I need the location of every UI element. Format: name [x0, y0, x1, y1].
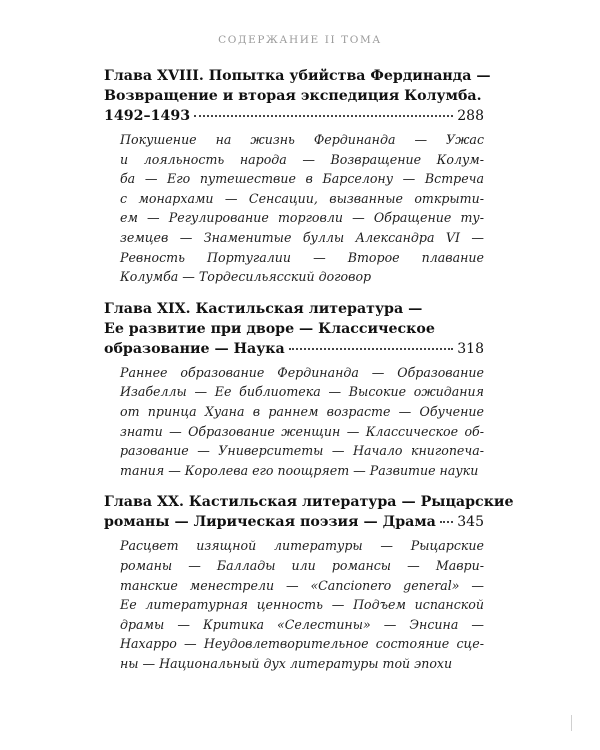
dot-leader [194, 115, 453, 117]
chapter-title-line: романы — Лирическая поэзия — Драма [104, 514, 436, 531]
summary-line: разование — Университеты — Начало книгопеча- [120, 443, 484, 459]
page-number: 288 [457, 108, 484, 124]
chapter-summary [120, 363, 484, 481]
running-header: СОДЕРЖАНИЕ II ТОМА [218, 34, 382, 46]
chapter-title [104, 66, 491, 126]
page-edge-mark [571, 715, 572, 731]
summary-line: Покушение на жизнь Фердинанда — Ужас [120, 132, 484, 147]
chapter-title-line: 1492–1493 [104, 108, 191, 124]
summary-line: Нахарро — Неудовлетворительное состояние сце- [120, 636, 484, 652]
table-of-contents [104, 66, 514, 685]
summary-line: Изабеллы — Ее библиотека — Высокие ожидания [120, 384, 484, 400]
toc-entry-chapter-20[interactable] [104, 492, 514, 673]
summary-line: ны — Национальный дух литературы той эпохи [120, 655, 453, 671]
chapter-title [104, 299, 484, 359]
chapter-title [104, 492, 514, 532]
dot-leader [440, 521, 453, 523]
chapter-title-line: Глава XIX. Кастильская литература — [104, 300, 423, 317]
chapter-title-line: Ее развитие при дворе — Классическое [104, 320, 435, 337]
toc-entry-chapter-19[interactable] [104, 299, 484, 481]
chapter-title-last-line [104, 106, 484, 126]
summary-line: Ревность Португалии — Второе плавание [120, 249, 484, 265]
summary-line: романы — Баллады или романсы — Маври- [120, 557, 484, 573]
toc-entry-chapter-18[interactable] [104, 66, 491, 287]
summary-line: от принца Хуана в раннем возрасте — Обучение [120, 403, 484, 419]
summary-line: знати — Образование женщин — Классическое об- [120, 423, 484, 439]
summary-line: Ее литературная ценность — Подъем испанской [120, 597, 484, 613]
chapter-title-line: образование — Наука [104, 340, 285, 357]
summary-line: танские менестрели — «Cancionero general» — [120, 577, 484, 593]
summary-line: Колумба — Тордесильясский договор [120, 269, 372, 285]
chapter-title-line: Возвращение и вторая экспедиция Колумба. [104, 88, 482, 104]
summary-line: земцев — Знаменитые буллы Александра VI — [120, 229, 484, 245]
chapter-title-last-line [104, 512, 484, 532]
summary-line: ба — Его путешествие в Барселону — Встреча [120, 171, 484, 187]
chapter-title-line: Глава XX. Кастильская литература — Рыцарские [104, 494, 514, 511]
summary-line: ем — Регулирование торговли — Обращение ту- [120, 210, 484, 226]
summary-line: с монархами — Сенсации, вызванные открыти- [120, 190, 484, 206]
chapter-title-last-line [104, 339, 484, 359]
summary-line: Раннее образование Фердинанда — Образование [120, 364, 484, 380]
summary-line: драмы — Критика «Селестины» — Энсина — [120, 616, 484, 632]
page-number: 318 [457, 340, 484, 357]
summary-line: и лояльность народа — Возвращение Колум- [120, 151, 484, 167]
page-number: 345 [457, 514, 484, 531]
chapter-summary [120, 536, 484, 673]
chapter-title-line: Глава XVIII. Попытка убийства Фердинанда — [104, 68, 491, 84]
dot-leader [289, 348, 454, 350]
summary-line: тания — Королева его поощряет — Развитие науки [120, 462, 479, 478]
chapter-summary [120, 130, 484, 287]
summary-line: Расцвет изящной литературы — Рыцарские [120, 538, 484, 554]
